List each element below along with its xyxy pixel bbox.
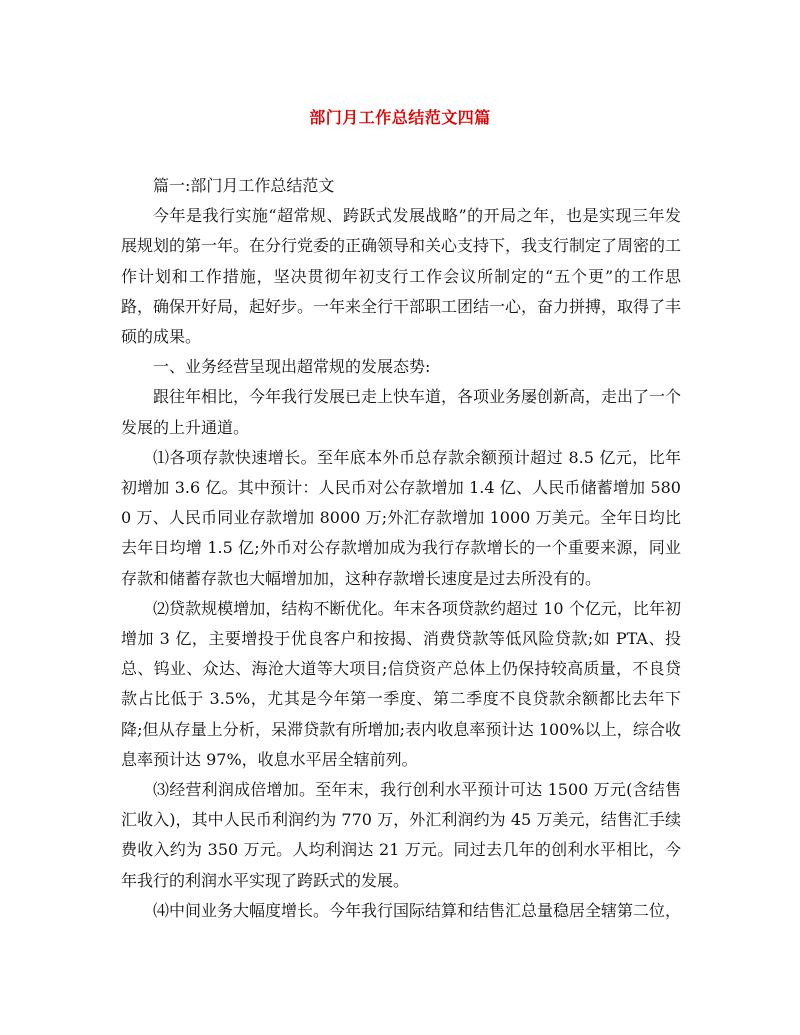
deposits-paragraph: ⑴各项存款快速增长。至年底本外币总存款余额预计超过 8.5 亿元，比年初增加 3.6 亿。其中预计：人民币对公存款增加 1.4 亿、人民币储蓄增加 5800 万、人民币同业存款增加 8000 万;外汇存款增加 1000 万美元。全年日均比去年日均增 1.5 亿;外币对公存款增加成为我行存款增长的一个重要来源，同业存款和储蓄存款也大幅增加加，这种存款增长速度是过去所没有的。: [121, 447, 681, 588]
intermediate-business-paragraph: ⑷中间业务大幅度增长。今年我行国际结算和结售汇总量稳居全辖第二位，: [153, 900, 682, 920]
intro-paragraph: 今年是我行实施“超常规、跨跃式发展战略”的开局之年，也是实现三年发展规划的第一年。在分行党委的正确领导和关心支持下，我支行制定了周密的工作计划和工作措施，坚决贯彻年初支行工作会议所制定的“五个更”的工作思路，确保开好局，起好步。一年来全行干部职工团结一心，奋力拼搏，取得了丰硕的成果。: [121, 206, 682, 347]
section-subheading-paragraph: 一、业务经营呈现出超常规的发展态势:: [153, 357, 431, 377]
document-title: 部门月工作总结范文四篇: [309, 108, 491, 127]
document-body: [121, 171, 681, 926]
loans-paragraph: ⑵贷款规模增加，结构不断优化。年末各项贷款约超过 10 个亿元，比年初增加 3 亿，主要增投于优良客户和按揭、消费贷款等低风险贷款;如 PTA、投总、钨业、众达、海沧大道等大项目;信贷资产总体上仍保持较高质量，不良贷款占比低于 3.5%，尤其是今年第一季度、第二季度不良贷款余额都比去年下降;但从存量上分析，呆滞贷款有所增加;表内收息率预计达 100%以上，综合收息率预计达 97%，收息水平居全辖前列。: [121, 598, 681, 769]
section-heading-paragraph: 篇一:部门月工作总结范文: [153, 176, 335, 195]
overview-paragraph: 跟往年相比，今年我行发展已走上快车道，各项业务屡创新高，走出了一个发展的上升通道。: [121, 387, 682, 437]
profit-paragraph: ⑶经营利润成倍增加。至年末，我行创利水平预计可达 1500 万元(含结售汇收入)，其中人民币利润约为 770 万，外汇利润约为 45 万美元，结售汇手续费收入约为 350 万元。人均利润达 21 万元。同过去几年的创利水平相比，今年我行的利润水平实现了跨跃式的发展。: [121, 780, 681, 890]
